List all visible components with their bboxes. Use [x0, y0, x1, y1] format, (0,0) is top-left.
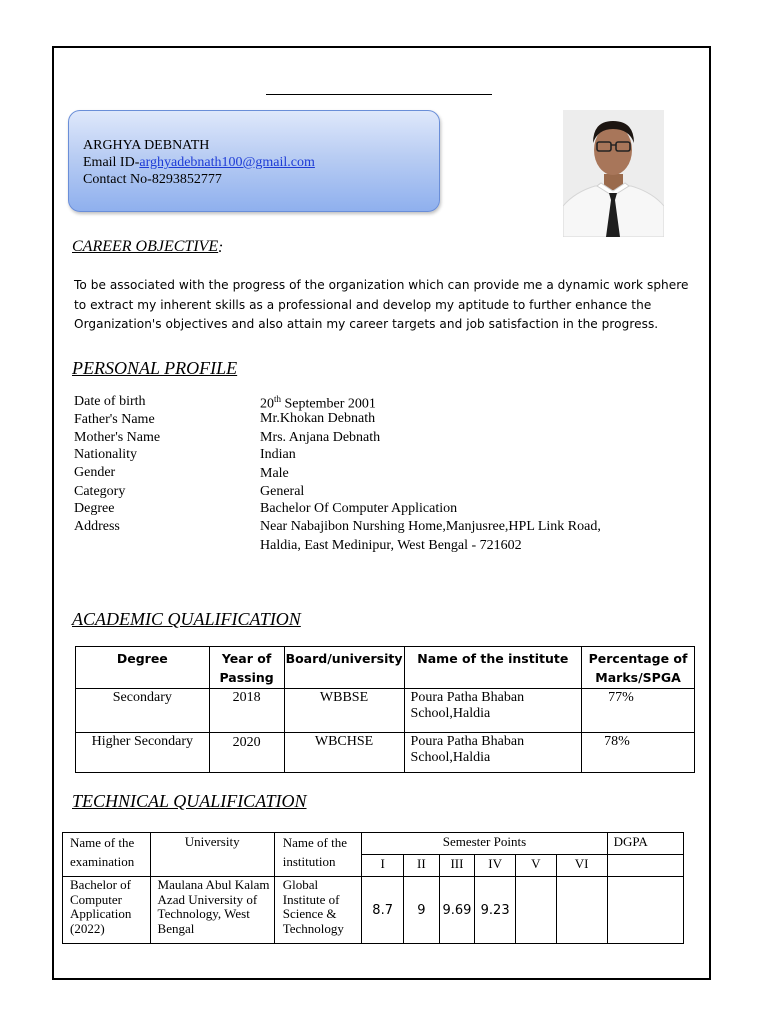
academic-header-year: Year of Passing [209, 647, 284, 689]
profile-label-degree: Degree [74, 501, 115, 516]
semester-header: V [515, 855, 556, 877]
dob-rest: September 2001 [281, 396, 376, 412]
semester-header: III [439, 855, 475, 877]
technical-institution: Global Institute of Science & Technology [274, 877, 362, 944]
profile-label-nationality: Nationality [74, 447, 137, 462]
profile-value-gender: Male [260, 466, 289, 481]
technical-dgpa [607, 877, 683, 944]
academic-degree: Secondary [76, 689, 210, 733]
dob-day: 20 [260, 396, 274, 412]
academic-row-higher-secondary [76, 733, 695, 773]
academic-institute: Poura Patha Bhaban School,Haldia [404, 689, 582, 733]
email-link[interactable]: arghyadebnath100@gmail.com [139, 155, 315, 170]
email-line [83, 154, 439, 171]
academic-board: WBBSE [284, 689, 404, 733]
semester-point [556, 877, 607, 944]
career-objective-heading [72, 238, 218, 256]
profile-value-category: General [260, 484, 305, 499]
academic-year: 2020 [209, 733, 284, 773]
semester-point: 9.23 [475, 877, 516, 944]
contact-box [68, 110, 440, 212]
semester-point [515, 877, 556, 944]
profile-label-father: Father's Name [74, 412, 155, 427]
technical-header-exam: Name of the examination [63, 833, 151, 877]
semester-header: IV [475, 855, 516, 877]
profile-label-category: Category [74, 484, 126, 499]
academic-header-degree: Degree [76, 647, 210, 689]
personal-profile-heading: PERSONAL PROFILE [72, 358, 238, 378]
profile-value-degree: Bachelor Of Computer Application [260, 501, 458, 516]
semester-point: 9.69 [439, 877, 475, 944]
academic-year: 2018 [209, 689, 284, 733]
academic-degree: Higher Secondary [76, 733, 210, 773]
career-objective-colon: : [218, 239, 224, 256]
technical-university: Maulana Abul Kalam Azad University of Technology, West Bengal [150, 877, 274, 944]
candidate-name: ARGHYA DEBNATH [83, 138, 210, 153]
profile-label-mother: Mother's Name [74, 430, 161, 445]
semester-header: VI [556, 855, 607, 877]
academic-header-percentage: Percentage of Marks/SPGA [582, 647, 695, 689]
academic-percent: 78% [582, 733, 695, 773]
technical-heading: TECHNICAL QUALIFICATION [72, 791, 307, 811]
profile-photo-image [563, 110, 664, 237]
technical-header-institution: Name of the institution [274, 833, 362, 877]
email-label: Email ID- [83, 155, 140, 170]
phone-label: Contact No- [83, 172, 152, 187]
technical-data-row [63, 877, 684, 944]
profile-value-father: Mr.Khokan Debnath [260, 411, 376, 426]
technical-header-university: University [150, 833, 274, 877]
academic-header-institute: Name of the institute [404, 647, 582, 689]
academic-institute: Poura Patha Bhaban School,Haldia [404, 733, 582, 773]
academic-header-row [76, 647, 695, 689]
technical-header-row [63, 833, 684, 855]
academic-header-board: Board/university [284, 647, 404, 689]
dgpa-sub-cell [607, 855, 683, 877]
title-rule [266, 94, 492, 95]
semester-point: 8.7 [362, 877, 404, 944]
dob-value [260, 394, 376, 413]
career-objective-text: To be associated with the progress of the organization which can provide me a dynamic work sphere to extract my inherent skills as a professional and develop my aptitude to further enhance the Organization's objectives and also attain my career targets and job satisfaction in the progress. [74, 278, 689, 332]
profile-value-address-line2: Haldia, East Medinipur, West Bengal - 721602 [260, 538, 522, 553]
technical-header-semester: Semester Points [362, 833, 607, 855]
phone-number: 8293852777 [151, 172, 222, 187]
profile-value-address: Near Nabajibon Nurshing Home,Manjusree,HPL Link Road, [260, 519, 601, 534]
academic-table [75, 646, 695, 773]
profile-value-nationality: Indian [260, 447, 296, 462]
academic-board: WBCHSE [284, 733, 404, 773]
academic-percent: 77% [582, 689, 695, 733]
technical-header-dgpa: DGPA [607, 833, 683, 855]
academic-row-secondary [76, 689, 695, 733]
academic-heading: ACADEMIC QUALIFICATION [72, 609, 301, 629]
semester-point: 9 [404, 877, 440, 944]
resume-page [52, 46, 711, 980]
dob-suffix: th [274, 394, 282, 404]
phone-line [83, 171, 439, 188]
technical-table [62, 832, 684, 944]
technical-exam: Bachelor of Computer Application (2022) [63, 877, 151, 944]
profile-label-address: Address [74, 519, 120, 534]
profile-label-gender: Gender [74, 465, 116, 480]
dob-label: Date of birth [74, 394, 146, 409]
career-objective-title: CAREER OBJECTIVE [72, 238, 219, 255]
profile-value-mother: Mrs. Anjana Debnath [260, 430, 381, 445]
semester-header: II [404, 855, 440, 877]
semester-header: I [362, 855, 404, 877]
profile-photo [563, 110, 664, 237]
